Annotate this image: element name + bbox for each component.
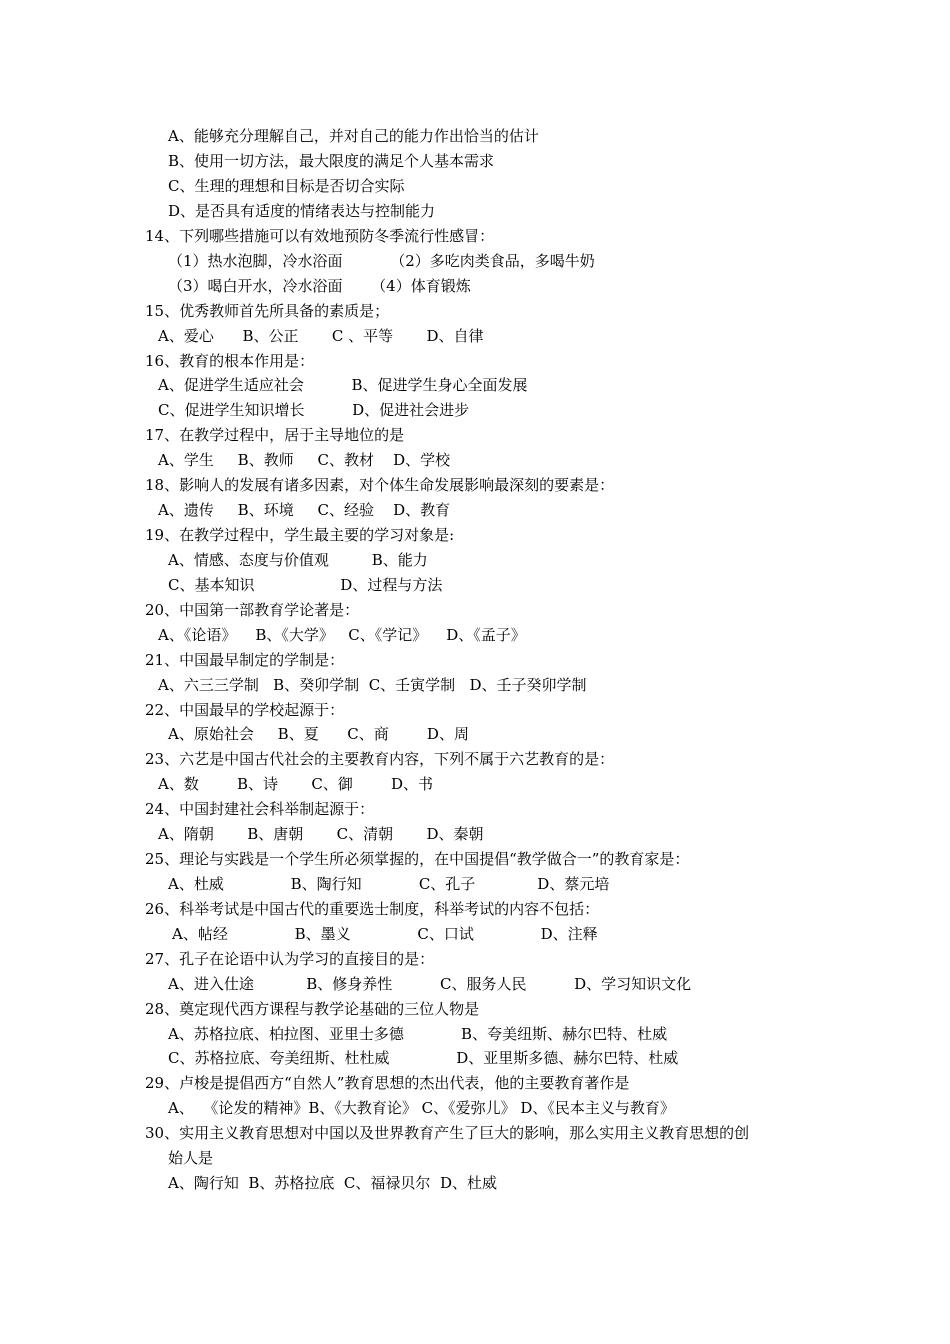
question-line: 30、实用主义教育思想对中国以及世界教育产生了巨大的影响，那么实用主义教育思想的创 xyxy=(145,1124,750,1142)
question-line: 15、优秀教师首先所具备的素质是； xyxy=(145,302,390,320)
question-line: 24、中国封建社会科举制起源于： xyxy=(145,800,375,818)
option-line: A、促进学生适应社会 B、促进学生身心全面发展 xyxy=(158,376,528,394)
option-line: D、是否具有适度的情绪表达与控制能力 xyxy=(168,202,436,220)
option-line: A、原始社会 B、夏 C、商 D、周 xyxy=(168,725,469,743)
option-line: A、《论语》 B、《大学》 C、《学记》 D、《孟子》 xyxy=(158,626,526,644)
option-line: A、杜威 B、陶行知 C、孔子 D、蔡元培 xyxy=(168,875,610,893)
question-line: 18、影响人的发展有诸多因素，对个体生命发展影响最深刻的要素是： xyxy=(145,476,615,494)
option-line: A、遗传 B、环境 C、经验 D、教育 xyxy=(158,501,451,519)
option-line: C、苏格拉底、夸美纽斯、杜杜威 D、亚里斯多德、赫尔巴特、杜威 xyxy=(168,1049,679,1067)
option-line: （1）热水泡脚，冷水浴面 （2）多吃肉类食品，多喝牛奶 xyxy=(168,252,595,270)
question-line: 19、在教学过程中，学生最主要的学习对象是: xyxy=(145,526,455,544)
question-line: 14、下列哪些措施可以有效地预防冬季流行性感冒： xyxy=(145,227,495,245)
question-line: 17、在教学过程中，居于主导地位的是 xyxy=(145,426,405,444)
option-line: A、陶行知 B、苏格拉底 C、福禄贝尔 D、杜威 xyxy=(168,1174,497,1192)
option-line: A、帖经 B、墨义 C、口试 D、注释 xyxy=(172,925,598,943)
option-line: A、情感、态度与价值观 B、能力 xyxy=(168,551,428,569)
option-line: A、隋朝 B、唐朝 C、清朝 D、秦朝 xyxy=(158,825,484,843)
option-line: B、使用一切方法，最大限度的满足个人基本需求 xyxy=(168,152,495,170)
question-line: 23、六艺是中国古代社会的主要教育内容，下列不属于六艺教育的是： xyxy=(145,750,615,768)
question-line: 29、卢梭是提倡西方“自然人”教育思想的杰出代表，他的主要教育著作是 xyxy=(145,1074,630,1092)
question-line-continuation: 始人是 xyxy=(168,1149,214,1167)
question-line: 28、奠定现代西方课程与教学论基础的三位人物是 xyxy=(145,1000,480,1018)
option-line: A、学生 B、教师 C、教材 D、学校 xyxy=(158,451,451,469)
question-line: 26、科举考试是中国古代的重要选士制度，科举考试的内容不包括： xyxy=(145,900,600,918)
option-line: A、数 B、诗 C、御 D、书 xyxy=(158,775,434,793)
question-line: 21、中国最早制定的学制是： xyxy=(145,651,345,669)
option-line: A、能够充分理解自己，并对自己的能力作出恰当的估计 xyxy=(168,127,539,145)
option-line: （3）喝白开水，冷水浴面 （4）体育锻炼 xyxy=(168,277,471,295)
option-line: C、生理的理想和目标是否切合实际 xyxy=(168,177,405,195)
option-line: A、爱心 B、公正 C 、平等 D、自律 xyxy=(158,327,484,345)
option-line: A、苏格拉底、柏拉图、亚里士多德 B、夸美纽斯、赫尔巴特、杜威 xyxy=(168,1025,668,1043)
option-line: A、六三三学制 B、癸卯学制 C、壬寅学制 D、壬子癸卯学制 xyxy=(158,676,587,694)
question-line: 22、中国最早的学校起源于： xyxy=(145,701,345,719)
question-line: 20、中国第一部教育学论著是： xyxy=(145,601,360,619)
option-line: A、进入仕途 B、修身养性 C、服务人民 D、学习知识文化 xyxy=(168,975,692,993)
question-line: 25、理论与实践是一个学生所必须掌握的，在中国提倡“教学做合一”的教育家是： xyxy=(145,850,690,868)
option-line: A、 《论发的精神》B、《大教育论》 C、《爱弥儿》 D、《民本主义与教育》 xyxy=(168,1099,675,1117)
question-line: 16、教育的根本作用是： xyxy=(145,352,315,370)
option-line: C、基本知识 D、过程与方法 xyxy=(168,576,443,594)
option-line: C、促进学生知识增长 D、促进社会进步 xyxy=(158,401,470,419)
question-line: 27、孔子在论语中认为学习的直接目的是： xyxy=(145,950,435,968)
